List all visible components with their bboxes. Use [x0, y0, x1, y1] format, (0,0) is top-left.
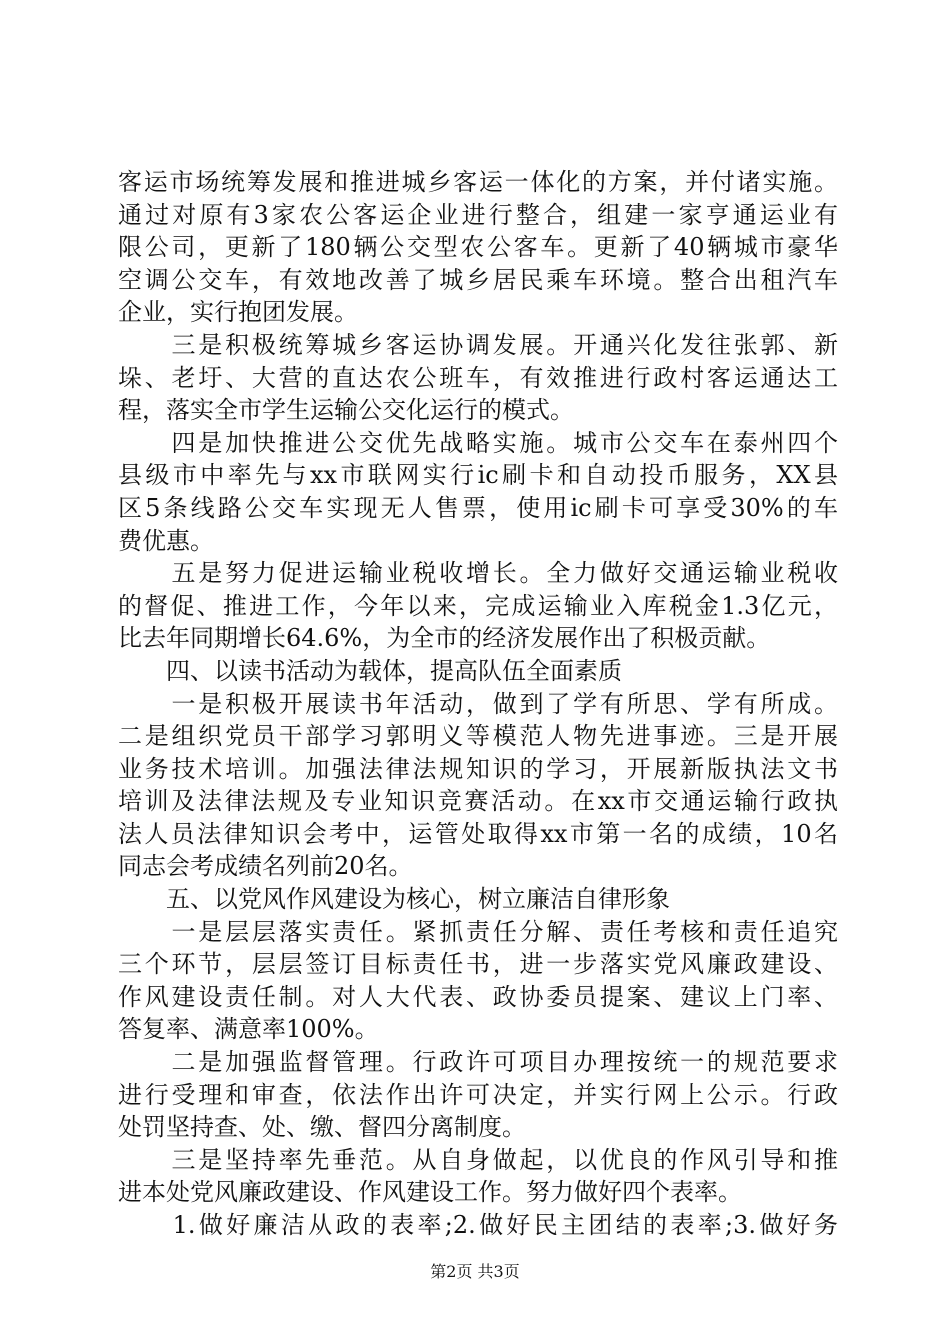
text-line: 1.做好廉洁从政的表率;2.做好民主团结的表率;3.做好务 — [118, 1211, 838, 1239]
text-line: 客运市场统筹发展和推进城乡客运一体化的方案，并付诸实施。 — [118, 168, 838, 196]
text-line: 五、以党风作风建设为核心，树立廉洁自律形象 — [118, 885, 670, 914]
text-line: 法人员法律知识会考中，运管处取得xx市第一名的成绩，10名 — [118, 819, 838, 848]
text-line: 费优惠。 — [118, 526, 214, 555]
text-line: 二是加强监督管理。行政许可项目办理按统一的规范要求 — [118, 1048, 838, 1077]
text-line: 一是层层落实责任。紧抓责任分解、责任考核和责任追究 — [118, 917, 838, 946]
text-line: 限公司，更新了180辆公交型农公客车。更新了40辆城市豪华 — [118, 233, 838, 262]
text-line: 比去年同期增长64.6%，为全市的经济发展作出了积极贡献。 — [118, 624, 771, 653]
text-line: 通过对原有3家农公客运企业进行整合，组建一家亨通运业有 — [118, 200, 838, 229]
text-line: 四是加快推进公交优先战略实施。城市公交车在泰州四个 — [118, 428, 838, 457]
text-line: 作风建设责任制。对人大代表、政协委员提案、建议上门率、 — [118, 982, 838, 1011]
text-line: 二是组织党员干部学习郭明义等模范人物先进事迹。三是开展 — [118, 722, 838, 751]
text-line: 垛、老圩、大营的直达农公班车，有效推进行政村客运通达工 — [118, 363, 838, 392]
text-line: 一是积极开展读书年活动，做到了学有所思、学有所成。 — [118, 689, 838, 718]
text-line: 三是坚持率先垂范。从自身做起，以优良的作风引导和推 — [118, 1145, 838, 1174]
text-line: 处罚坚持查、处、缴、督四分离制度。 — [118, 1113, 526, 1142]
text-line: 同志会考成绩名列前20名。 — [118, 852, 413, 881]
text-line: 四、以读书活动为载体，提高队伍全面素质 — [118, 656, 622, 685]
text-line: 程，落实全市学生运输公交化运行的模式。 — [118, 396, 574, 425]
text-line: 三是积极统筹城乡客运协调发展。开通兴化发往张郭、新 — [118, 330, 838, 359]
text-line: 三个环节，层层签订目标责任书，进一步落实党风廉政建设、 — [118, 950, 838, 979]
text-line: 培训及法律法规及专业知识竞赛活动。在xx市交通运输行政执 — [118, 787, 838, 816]
text-line: 五是努力促进运输业税收增长。全力做好交通运输业税收 — [118, 559, 838, 588]
text-line: 答复率、满意率100%。 — [118, 1015, 379, 1044]
text-line: 企业，实行抱团发展。 — [118, 298, 358, 327]
text-line: 县级市中率先与xx市联网实行ic刷卡和自动投币服务，XX县 — [118, 461, 838, 490]
page-footer: 第2页 共3页 — [430, 1262, 520, 1281]
text-line: 进行受理和审查，依法作出许可决定，并实行网上公示。行政 — [118, 1080, 838, 1109]
text-line: 业务技术培训。加强法律法规知识的学习，开展新版执法文书 — [118, 754, 838, 783]
text-line: 的督促、推进工作，今年以来，完成运输业入库税金1.3亿元， — [118, 591, 838, 620]
text-line: 空调公交车，有效地改善了城乡居民乘车环境。整合出租汽车 — [118, 265, 838, 294]
document-body — [118, 166, 838, 1242]
text-line: 区5条线路公交车实现无人售票，使用ic刷卡可享受30%的车 — [118, 493, 838, 522]
text-line: 进本处党风廉政建设、作风建设工作。努力做好四个表率。 — [118, 1178, 742, 1207]
